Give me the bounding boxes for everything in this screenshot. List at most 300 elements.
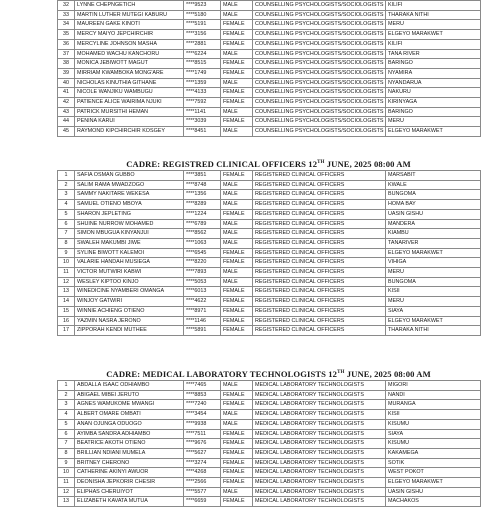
id-number-cell: ****1146	[184, 316, 221, 326]
gender-cell: MALE	[221, 487, 253, 497]
cadre-cell: COUNSELLING PSYCHOLOGISTS/SOCIOLOGISTS	[253, 59, 386, 69]
clinical-officers-table	[57, 170, 481, 336]
county-cell: MURANGA	[386, 400, 481, 410]
gender-cell: MALE	[221, 238, 253, 248]
applicant-name-cell: VALARIE HANDAH MUSIEGA	[75, 258, 184, 268]
county-cell: SIAYA	[386, 429, 481, 439]
applicant-name-cell: ALBERT OMARE OMBATI	[75, 410, 184, 420]
id-number-cell: ****3851	[184, 171, 221, 181]
applicant-name-cell: RAYMOND KIPCHIRCHIR KOSGEY	[75, 127, 184, 137]
gender-cell: FEMALE	[221, 209, 253, 219]
table-row	[58, 98, 481, 108]
row-number-cell: 9	[58, 458, 75, 468]
id-number-cell: ****8562	[184, 229, 221, 239]
gender-cell: FEMALE	[221, 316, 253, 326]
gender-cell: MALE	[221, 180, 253, 190]
applicant-name-cell: CATHERINE AKINYI AWUOR	[75, 468, 184, 478]
id-number-cell: ****5191	[184, 20, 221, 30]
county-cell: NAKURU	[386, 88, 481, 98]
applicant-name-cell: SWALEH MAKUMBI JIWE	[75, 238, 184, 248]
county-cell: NYANDARUA	[386, 78, 481, 88]
cadre-cell: COUNSELLING PSYCHOLOGISTS/SOCIOLOGISTS	[253, 49, 386, 59]
gender-cell: MALE	[221, 190, 253, 200]
table-row	[58, 127, 481, 137]
county-cell: ELGEYO MARAKWET	[386, 30, 481, 40]
row-number-cell: 36	[58, 39, 75, 49]
county-cell: MERU	[386, 117, 481, 127]
cadre-cell: REGISTERED CLINICAL OFFICERS	[253, 316, 386, 326]
gender-cell: FEMALE	[221, 497, 253, 507]
applicant-name-cell: SYLINE BIWOTT KALEMOI	[75, 248, 184, 258]
table-row	[58, 478, 481, 488]
row-number-cell: 8	[58, 448, 75, 458]
cadre-cell: COUNSELLING PSYCHOLOGISTS/SOCIOLOGISTS	[253, 78, 386, 88]
applicant-name-cell: MERCYLINE JOHNSON MASHA	[75, 39, 184, 49]
table-row	[58, 78, 481, 88]
applicant-name-cell: ELIZABETH KAVATA MUTUA	[75, 497, 184, 507]
table-row	[58, 439, 481, 449]
cadre-cell: MEDICAL LABORATORY TECHNOLOGISTS	[253, 478, 386, 488]
row-number-cell: 43	[58, 107, 75, 117]
row-number-cell: 13	[58, 287, 75, 297]
id-number-cell: ****7465	[184, 381, 221, 391]
row-number-cell: 5	[58, 209, 75, 219]
row-number-cell: 4	[58, 410, 75, 420]
table-row	[58, 419, 481, 429]
cadre-cell: MEDICAL LABORATORY TECHNOLOGISTS	[253, 439, 386, 449]
cadre-cell: REGISTERED CLINICAL OFFICERS	[253, 326, 386, 336]
applicant-name-cell: DEONISHA JEPKORIR CHESIR	[75, 478, 184, 488]
id-number-cell: ****6659	[184, 497, 221, 507]
applicant-name-cell: BEATRICE AKOTH OTIENO	[75, 439, 184, 449]
table-row	[58, 381, 481, 391]
county-cell: HOMA BAY	[386, 200, 481, 210]
row-number-cell: 33	[58, 10, 75, 20]
cadre-cell: COUNSELLING PSYCHOLOGISTS/SOCIOLOGISTS	[253, 30, 386, 40]
id-number-cell: ****5053	[184, 277, 221, 287]
table-row	[58, 190, 481, 200]
table-row	[58, 400, 481, 410]
cadre-cell: REGISTERED CLINICAL OFFICERS	[253, 219, 386, 229]
gender-cell: MALE	[221, 127, 253, 137]
table-row	[58, 117, 481, 127]
id-number-cell: ****1749	[184, 68, 221, 78]
table-row	[58, 238, 481, 248]
county-cell: MANDERA	[386, 219, 481, 229]
row-number-cell: 11	[58, 478, 75, 488]
county-cell: SOTIK	[386, 458, 481, 468]
applicant-name-cell: PATRICK MURSITHI HEMAN	[75, 107, 184, 117]
table-row	[58, 487, 481, 497]
gender-cell: FEMALE	[221, 326, 253, 336]
applicant-name-cell: MONICA JEBIWOTT MAGUT	[75, 59, 184, 69]
county-cell: MERU	[386, 297, 481, 307]
gender-cell: FEMALE	[221, 439, 253, 449]
id-number-cell: ****8451	[184, 127, 221, 137]
county-cell: MIGORI	[386, 381, 481, 391]
gender-cell: MALE	[221, 78, 253, 88]
cadre-cell: MEDICAL LABORATORY TECHNOLOGISTS	[253, 487, 386, 497]
county-cell: THARAKA NITHI	[386, 10, 481, 20]
applicant-name-cell: LYNNE CHEPNGETICH	[75, 1, 184, 11]
cadre-cell: COUNSELLING PSYCHOLOGISTS/SOCIOLOGISTS	[253, 107, 386, 117]
row-number-cell: 6	[58, 429, 75, 439]
table-row	[58, 448, 481, 458]
row-number-cell: 1	[58, 171, 75, 181]
cadre-cell: REGISTERED CLINICAL OFFICERS	[253, 190, 386, 200]
table-row	[58, 297, 481, 307]
table-row	[58, 287, 481, 297]
cadre-cell: MEDICAL LABORATORY TECHNOLOGISTS	[253, 497, 386, 507]
table-row	[58, 171, 481, 181]
id-number-cell: ****8971	[184, 306, 221, 316]
applicant-name-cell: MERCY MAIYO JEPCHIRCHIR	[75, 30, 184, 40]
gender-cell: MALE	[221, 1, 253, 11]
gender-cell: MALE	[221, 419, 253, 429]
id-number-cell: ****8853	[184, 390, 221, 400]
id-number-cell: ****1359	[184, 78, 221, 88]
table-row	[58, 277, 481, 287]
row-number-cell: 14	[58, 297, 75, 307]
applicant-name-cell: WESLEY KIPTOO KINJO	[75, 277, 184, 287]
county-cell: UASIN GISHU	[386, 209, 481, 219]
id-number-cell: ****6545	[184, 248, 221, 258]
table-row	[58, 229, 481, 239]
id-number-cell: ****2566	[184, 478, 221, 488]
id-number-cell: ****5627	[184, 448, 221, 458]
table-row	[58, 326, 481, 336]
county-cell: BUNGOMA	[386, 190, 481, 200]
county-cell: KISUMU	[386, 419, 481, 429]
table-row	[58, 497, 481, 507]
county-cell: NANDI	[386, 390, 481, 400]
gender-cell: FEMALE	[221, 468, 253, 478]
table-row	[58, 68, 481, 78]
id-number-cell: ****5180	[184, 10, 221, 20]
cadre-cell: MEDICAL LABORATORY TECHNOLOGISTS	[253, 390, 386, 400]
county-cell: ELGEYO MARAKWET	[386, 478, 481, 488]
section-heading-clinical-officers: CADRE: REGISTRED CLINICAL OFFICERS 12TH JUNE, 2025 08:00 AM	[126, 159, 411, 169]
gender-cell: FEMALE	[221, 297, 253, 307]
gender-cell: FEMALE	[221, 117, 253, 127]
table-row	[58, 268, 481, 278]
county-cell: KIRINYAGA	[386, 98, 481, 108]
applicant-name-cell: MARTIN LUTHER MUTEGI KABURU	[75, 10, 184, 20]
table-row	[58, 219, 481, 229]
county-cell: SIAYA	[386, 306, 481, 316]
table-row	[58, 306, 481, 316]
id-number-cell: ****7893	[184, 268, 221, 278]
cadre-cell: REGISTERED CLINICAL OFFICERS	[253, 238, 386, 248]
id-number-cell: ****8748	[184, 180, 221, 190]
cadre-cell: REGISTERED CLINICAL OFFICERS	[253, 248, 386, 258]
applicant-name-cell: SHUINE NURROW MOHAMED	[75, 219, 184, 229]
id-number-cell: ****1224	[184, 209, 221, 219]
id-number-cell: ****3274	[184, 458, 221, 468]
county-cell: TANA RIVER	[386, 49, 481, 59]
applicant-name-cell: PENINA KARUI	[75, 117, 184, 127]
id-number-cell: ****3156	[184, 30, 221, 40]
cadre-cell: REGISTERED CLINICAL OFFICERS	[253, 258, 386, 268]
cadre-cell: COUNSELLING PSYCHOLOGISTS/SOCIOLOGISTS	[253, 1, 386, 11]
id-number-cell: ****5577	[184, 487, 221, 497]
gender-cell: MALE	[221, 10, 253, 20]
applicant-name-cell: ABDALLA ISAAC ODHIAMBO	[75, 381, 184, 391]
cadre-cell: REGISTERED CLINICAL OFFICERS	[253, 229, 386, 239]
id-number-cell: ****9938	[184, 419, 221, 429]
applicant-name-cell: WINNIE ACHIENG OTIENO	[75, 306, 184, 316]
row-number-cell: 7	[58, 229, 75, 239]
gender-cell: FEMALE	[221, 458, 253, 468]
cadre-cell: MEDICAL LABORATORY TECHNOLOGISTS	[253, 448, 386, 458]
applicant-name-cell: MIRRIAM KWAMBOKA MONG'ARE	[75, 68, 184, 78]
gender-cell: MALE	[221, 277, 253, 287]
cadre-cell: REGISTERED CLINICAL OFFICERS	[253, 209, 386, 219]
applicant-name-cell: VICTOR MUTWIRI KABWI	[75, 268, 184, 278]
applicant-name-cell: NICOLE WANJIKU WAMBUGU	[75, 88, 184, 98]
table-row	[58, 20, 481, 30]
cadre-cell: MEDICAL LABORATORY TECHNOLOGISTS	[253, 381, 386, 391]
cadre-cell: MEDICAL LABORATORY TECHNOLOGISTS	[253, 419, 386, 429]
cadre-cell: COUNSELLING PSYCHOLOGISTS/SOCIOLOGISTS	[253, 88, 386, 98]
applicant-name-cell: NICHOLAS KINUTHIA GITHANE	[75, 78, 184, 88]
cadre-cell: REGISTERED CLINICAL OFFICERS	[253, 180, 386, 190]
applicant-name-cell: ABIGAEL MIBEI JERUTO	[75, 390, 184, 400]
row-number-cell: 45	[58, 127, 75, 137]
row-number-cell: 13	[58, 497, 75, 507]
applicant-name-cell: WINEDICINE NYAMBERI OMANGA	[75, 287, 184, 297]
row-number-cell: 3	[58, 190, 75, 200]
cadre-cell: REGISTERED CLINICAL OFFICERS	[253, 200, 386, 210]
table-row	[58, 1, 481, 11]
id-number-cell: ****8220	[184, 258, 221, 268]
row-number-cell: 4	[58, 200, 75, 210]
gender-cell: MALE	[221, 49, 253, 59]
applicant-name-cell: PATIENCE ALICE WAIRIMA NJUKI	[75, 98, 184, 108]
row-number-cell: 17	[58, 326, 75, 336]
applicant-name-cell: SALIM RAMA MWADZOGO	[75, 180, 184, 190]
cadre-cell: MEDICAL LABORATORY TECHNOLOGISTS	[253, 429, 386, 439]
county-cell: MARSABIT	[386, 171, 481, 181]
gender-cell: FEMALE	[221, 88, 253, 98]
county-cell: KILIFI	[386, 39, 481, 49]
applicant-name-cell: SAMMY NAKITARE WEKESA	[75, 190, 184, 200]
id-number-cell: ****4622	[184, 297, 221, 307]
cadre-cell: COUNSELLING PSYCHOLOGISTS/SOCIOLOGISTS	[253, 68, 386, 78]
gender-cell: FEMALE	[221, 390, 253, 400]
table-row	[58, 39, 481, 49]
section-heading-lab-technologists: CADRE: MEDICAL LABORATORY TECHNOLOGISTS 12TH JUNE, 2025 08:00 AM	[106, 369, 431, 379]
row-number-cell: 1	[58, 381, 75, 391]
cadre-cell: REGISTERED CLINICAL OFFICERS	[253, 287, 386, 297]
id-number-cell: ****1063	[184, 238, 221, 248]
gender-cell: FEMALE	[221, 98, 253, 108]
cadre-cell: COUNSELLING PSYCHOLOGISTS/SOCIOLOGISTS	[253, 39, 386, 49]
table-row	[58, 316, 481, 326]
gender-cell: FEMALE	[221, 258, 253, 268]
applicant-name-cell: AGNES WAMUKOME MWANGI	[75, 400, 184, 410]
cadre-cell: COUNSELLING PSYCHOLOGISTS/SOCIOLOGISTS	[253, 117, 386, 127]
cadre-cell: MEDICAL LABORATORY TECHNOLOGISTS	[253, 410, 386, 420]
table-row	[58, 429, 481, 439]
applicant-name-cell: ANAN OJUNGA ODUOGO	[75, 419, 184, 429]
id-number-cell: ****6789	[184, 219, 221, 229]
id-number-cell: ****1356	[184, 190, 221, 200]
lab-technologists-table	[57, 380, 481, 507]
row-number-cell: 39	[58, 68, 75, 78]
gender-cell: MALE	[221, 381, 253, 391]
cadre-cell: MEDICAL LABORATORY TECHNOLOGISTS	[253, 468, 386, 478]
row-number-cell: 5	[58, 419, 75, 429]
row-number-cell: 6	[58, 219, 75, 229]
id-number-cell: ****4268	[184, 468, 221, 478]
row-number-cell: 16	[58, 316, 75, 326]
gender-cell: MALE	[221, 268, 253, 278]
gender-cell: FEMALE	[221, 287, 253, 297]
gender-cell: FEMALE	[221, 68, 253, 78]
gender-cell: FEMALE	[221, 30, 253, 40]
id-number-cell: ****5891	[184, 326, 221, 336]
county-cell: MACHAKOS	[386, 497, 481, 507]
gender-cell: FEMALE	[221, 171, 253, 181]
applicant-name-cell: SAFIA OSMAN GUBBO	[75, 171, 184, 181]
gender-cell: FEMALE	[221, 248, 253, 258]
id-number-cell: ****9523	[184, 1, 221, 11]
id-number-cell: ****2881	[184, 39, 221, 49]
gender-cell: MALE	[221, 107, 253, 117]
id-number-cell: ****7592	[184, 98, 221, 108]
table-row	[58, 10, 481, 20]
cadre-cell: COUNSELLING PSYCHOLOGISTS/SOCIOLOGISTS	[253, 20, 386, 30]
row-number-cell: 35	[58, 30, 75, 40]
row-number-cell: 34	[58, 20, 75, 30]
applicant-name-cell: AYIMBA SANDRA ADHIAMBO	[75, 429, 184, 439]
county-cell: KILIFI	[386, 1, 481, 11]
row-number-cell: 11	[58, 268, 75, 278]
applicant-name-cell: ELIPHAS CHERUIYOT	[75, 487, 184, 497]
cadre-cell: MEDICAL LABORATORY TECHNOLOGISTS	[253, 400, 386, 410]
cadre-cell: MEDICAL LABORATORY TECHNOLOGISTS	[253, 458, 386, 468]
row-number-cell: 12	[58, 277, 75, 287]
row-number-cell: 38	[58, 59, 75, 69]
id-number-cell: ****9676	[184, 439, 221, 449]
county-cell: VIHIGA	[386, 258, 481, 268]
gender-cell: FEMALE	[221, 400, 253, 410]
row-number-cell: 9	[58, 248, 75, 258]
county-cell: KISII	[386, 287, 481, 297]
cadre-cell: REGISTERED CLINICAL OFFICERS	[253, 171, 386, 181]
applicant-name-cell: SHARON JEPLETING	[75, 209, 184, 219]
applicant-name-cell: SIMON MBUGUA KINYANJUI	[75, 229, 184, 239]
applicant-name-cell: SAMUEL OTIENO MBOYA	[75, 200, 184, 210]
cadre-cell: REGISTERED CLINICAL OFFICERS	[253, 306, 386, 316]
table-row	[58, 410, 481, 420]
cadre-cell: REGISTERED CLINICAL OFFICERS	[253, 268, 386, 278]
county-cell: UASIN GISHU	[386, 487, 481, 497]
table-row	[58, 59, 481, 69]
gender-cell: FEMALE	[221, 306, 253, 316]
id-number-cell: ****3039	[184, 117, 221, 127]
row-number-cell: 44	[58, 117, 75, 127]
id-number-cell: ****7240	[184, 400, 221, 410]
counselling-psychologists-table	[57, 0, 481, 137]
row-number-cell: 37	[58, 49, 75, 59]
row-number-cell: 10	[58, 258, 75, 268]
applicant-name-cell: WINJOY GATWIRI	[75, 297, 184, 307]
county-cell: KISII	[386, 410, 481, 420]
cadre-cell: COUNSELLING PSYCHOLOGISTS/SOCIOLOGISTS	[253, 98, 386, 108]
county-cell: ELGEYO MARAKWET	[386, 316, 481, 326]
id-number-cell: ****4133	[184, 88, 221, 98]
row-number-cell: 15	[58, 306, 75, 316]
cadre-cell: COUNSELLING PSYCHOLOGISTS/SOCIOLOGISTS	[253, 127, 386, 137]
table-row	[58, 88, 481, 98]
row-number-cell: 8	[58, 238, 75, 248]
id-number-cell: ****6013	[184, 287, 221, 297]
row-number-cell: 2	[58, 180, 75, 190]
county-cell: KWALE	[386, 180, 481, 190]
gender-cell: MALE	[221, 410, 253, 420]
row-number-cell: 3	[58, 400, 75, 410]
applicant-name-cell: BRILLIAN NDIANI MUMELA	[75, 448, 184, 458]
row-number-cell: 12	[58, 487, 75, 497]
id-number-cell: ****1141	[184, 107, 221, 117]
id-number-cell: ****8515	[184, 59, 221, 69]
applicant-name-cell: MOHAMED WACHU KANCHORU	[75, 49, 184, 59]
table-row	[58, 258, 481, 268]
county-cell: KAKAMEGA	[386, 448, 481, 458]
gender-cell: FEMALE	[221, 39, 253, 49]
county-cell: NYAMIRA	[386, 68, 481, 78]
applicant-name-cell: MAUREEN GAKE KINOTI	[75, 20, 184, 30]
county-cell: TANARIVER	[386, 238, 481, 248]
table-row	[58, 107, 481, 117]
applicant-name-cell: YAZMIN NASRA JERONO	[75, 316, 184, 326]
gender-cell: FEMALE	[221, 478, 253, 488]
table-row	[58, 49, 481, 59]
gender-cell: FEMALE	[221, 429, 253, 439]
id-number-cell: ****7511	[184, 429, 221, 439]
table-row	[58, 209, 481, 219]
applicant-name-cell: BRITNEY CHERONO	[75, 458, 184, 468]
row-number-cell: 40	[58, 78, 75, 88]
table-row	[58, 458, 481, 468]
table-row	[58, 468, 481, 478]
gender-cell: FEMALE	[221, 448, 253, 458]
id-number-cell: ****8289	[184, 200, 221, 210]
county-cell: BARINGO	[386, 59, 481, 69]
table-row	[58, 248, 481, 258]
row-number-cell: 32	[58, 1, 75, 11]
table-row	[58, 390, 481, 400]
county-cell: MERU	[386, 268, 481, 278]
county-cell: THARAKA NITHI	[386, 326, 481, 336]
county-cell: KISUMU	[386, 439, 481, 449]
table-row	[58, 180, 481, 190]
gender-cell: FEMALE	[221, 59, 253, 69]
county-cell: ELGEYO MARAKWET	[386, 127, 481, 137]
id-number-cell: ****6224	[184, 49, 221, 59]
county-cell: BARINGO	[386, 107, 481, 117]
cadre-cell: REGISTERED CLINICAL OFFICERS	[253, 277, 386, 287]
gender-cell: MALE	[221, 200, 253, 210]
table-row	[58, 200, 481, 210]
gender-cell: MALE	[221, 229, 253, 239]
county-cell: WEST POKOT	[386, 468, 481, 478]
row-number-cell: 2	[58, 390, 75, 400]
county-cell: MERU	[386, 20, 481, 30]
applicant-name-cell: ZIPPORAH KENDI MUTHEE	[75, 326, 184, 336]
